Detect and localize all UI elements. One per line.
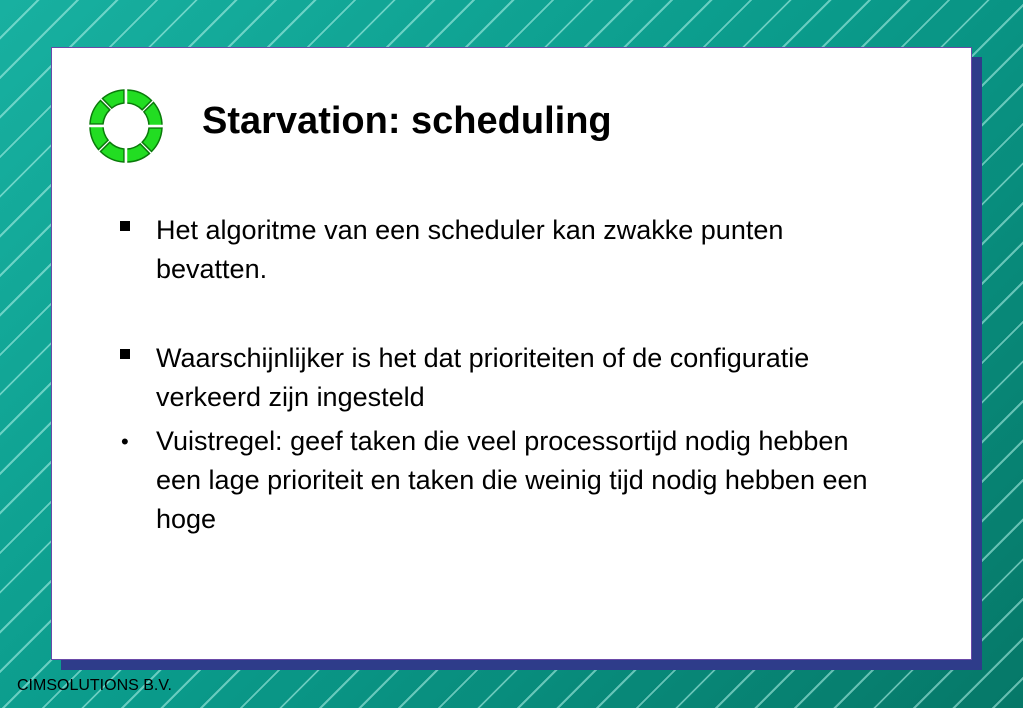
bullet-text: Vuistregel: geef taken die veel processortijd nodig hebben een lage prioriteit en taken die weinig tijd nodig hebben een hoge — [156, 426, 868, 534]
bullet-item — [120, 211, 900, 289]
bullet-item — [120, 339, 900, 417]
square-bullet-icon — [120, 221, 130, 231]
footer-company: CIMSOLUTIONS B.V. — [17, 677, 172, 694]
slide-panel — [51, 47, 972, 660]
slide-title: Starvation: scheduling — [202, 100, 612, 142]
bullet-item — [120, 422, 900, 539]
bullet-text: Het algoritme van een scheduler kan zwakke punten bevatten. — [156, 215, 784, 284]
bullet-text: Waarschijnlijker is het dat prioriteiten of de configuratie verkeerd zijn ingesteld — [156, 343, 810, 412]
dot-bullet-icon: • — [121, 429, 129, 454]
recycle-ring-icon — [86, 86, 166, 166]
square-bullet-icon — [120, 349, 130, 359]
